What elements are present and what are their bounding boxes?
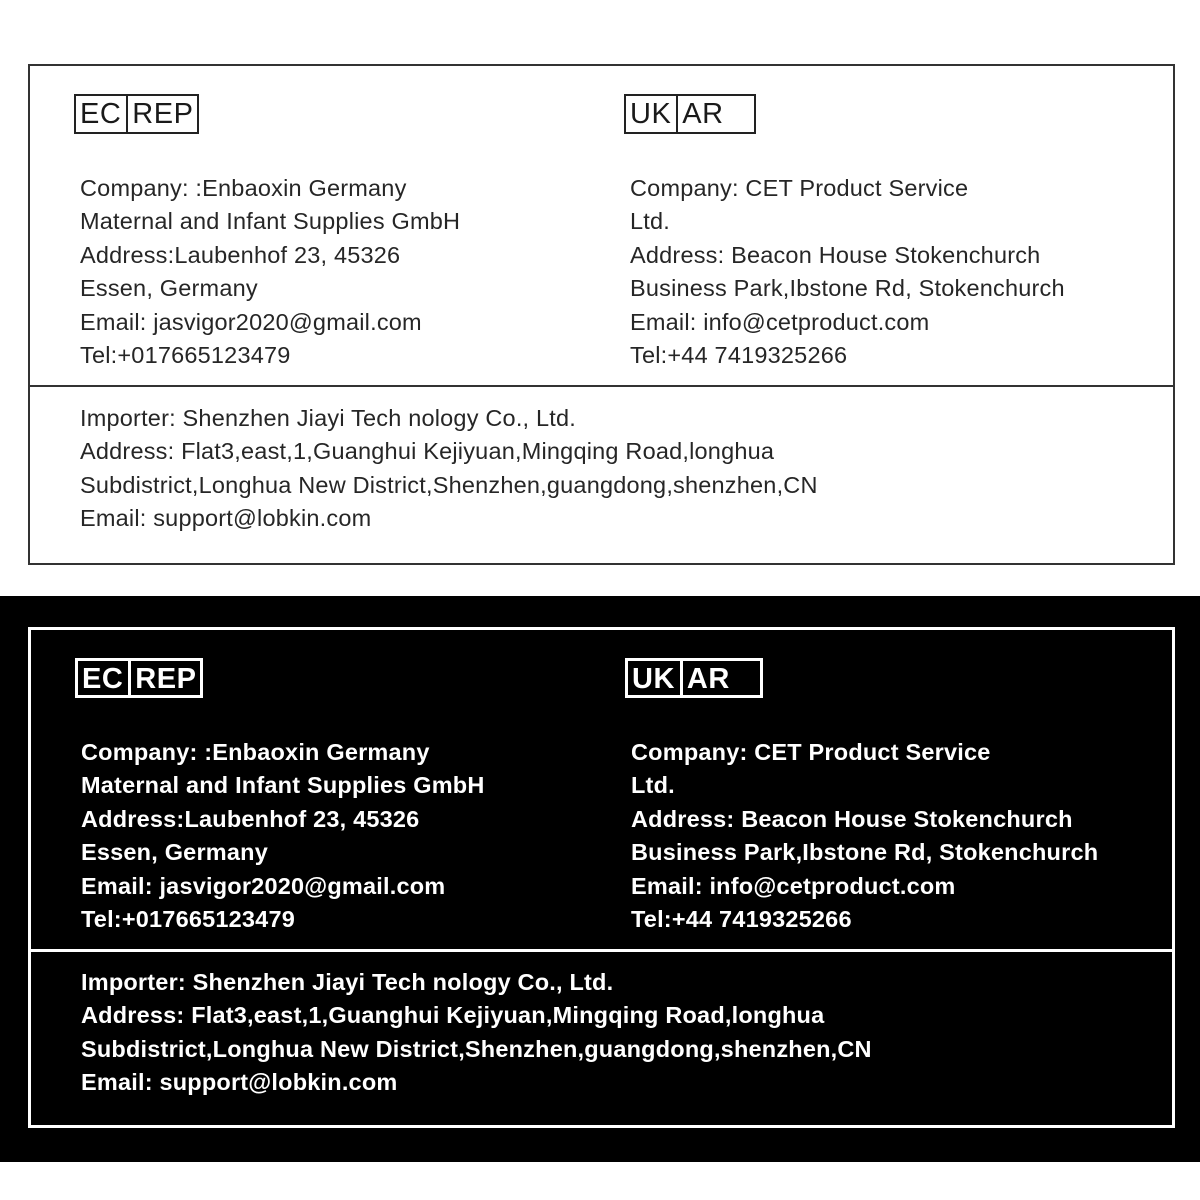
ec-rep-line: Address:Laubenhof 23, 45326 xyxy=(81,805,420,832)
ec-rep-details xyxy=(80,172,594,372)
uk-ar-line: Company: CET Product Service xyxy=(631,739,991,765)
ec-rep-line: Email: jasvigor2020@gmail.com xyxy=(81,872,446,899)
importer-line: Importer: Shenzhen Jiayi Tech nology Co., Ltd. xyxy=(80,405,577,431)
importer-line: Subdistrict,Longhua New District,Shenzhen,guangdong,shenzhen,CN xyxy=(80,471,818,498)
label-dark-version xyxy=(28,627,1175,1128)
ec-rep-line: Tel:+017665123479 xyxy=(80,341,291,368)
importer-line: Address: Flat3,east,1,Guanghui Kejiyuan,Mingqing Road,longhua xyxy=(81,1002,825,1029)
ec-rep-symbol-left: EC xyxy=(82,663,124,695)
ec-rep-details xyxy=(81,736,595,936)
uk-ar-symbol xyxy=(624,94,756,134)
ec-rep-line: Essen, Germany xyxy=(80,275,258,302)
ec-rep-symbol-right: REP xyxy=(126,96,197,132)
ec-rep-symbol xyxy=(74,94,199,134)
ec-rep-line: Tel:+017665123479 xyxy=(81,905,295,932)
uk-ar-line: Ltd. xyxy=(631,772,675,799)
uk-ar-line: Company: CET Product Service xyxy=(630,175,969,201)
uk-ar-line: Address: Beacon House Stokenchurch xyxy=(631,805,1073,832)
uk-ar-details xyxy=(631,736,1165,936)
importer-line: Subdistrict,Longhua New District,Shenzhen,guangdong,shenzhen,CN xyxy=(81,1035,872,1062)
uk-ar-line: Business Park,Ibstone Rd, Stokenchurch xyxy=(630,275,1065,302)
label-light-version xyxy=(28,64,1175,565)
uk-ar-section xyxy=(625,658,1165,936)
uk-ar-symbol xyxy=(625,658,763,698)
ec-rep-section xyxy=(74,94,594,372)
ec-rep-line: Company: :Enbaoxin Germany xyxy=(80,175,407,201)
uk-ar-details xyxy=(630,172,1164,372)
uk-ar-line: Business Park,Ibstone Rd, Stokenchurch xyxy=(631,839,1099,866)
uk-ar-symbol-right: AR xyxy=(676,96,753,132)
importer-section xyxy=(80,402,818,536)
section-divider xyxy=(31,949,1172,952)
ec-rep-symbol-left: EC xyxy=(80,98,122,130)
uk-ar-line: Tel:+44 7419325266 xyxy=(630,341,848,368)
ec-rep-line: Maternal and Infant Supplies GmbH xyxy=(80,208,461,235)
ec-rep-line: Address:Laubenhof 23, 45326 xyxy=(80,241,401,268)
uk-ar-line: Tel:+44 7419325266 xyxy=(631,905,852,932)
uk-ar-line: Email: info@cetproduct.com xyxy=(631,872,956,899)
ec-rep-symbol xyxy=(75,658,203,698)
ec-rep-line: Email: jasvigor2020@gmail.com xyxy=(80,308,422,335)
uk-ar-line: Address: Beacon House Stokenchurch xyxy=(630,241,1041,268)
importer-section xyxy=(81,966,872,1100)
importer-line: Email: support@lobkin.com xyxy=(80,505,372,532)
importer-line: Email: support@lobkin.com xyxy=(81,1069,398,1096)
ec-rep-section xyxy=(75,658,595,936)
ec-rep-line: Essen, Germany xyxy=(81,839,268,866)
ec-rep-line: Maternal and Infant Supplies GmbH xyxy=(81,772,485,799)
section-divider xyxy=(30,385,1173,387)
uk-ar-symbol-left: UK xyxy=(630,98,672,130)
ec-rep-symbol-right: REP xyxy=(128,661,200,695)
uk-ar-line: Email: info@cetproduct.com xyxy=(630,308,930,335)
uk-ar-line: Ltd. xyxy=(630,208,670,235)
ec-rep-line: Company: :Enbaoxin Germany xyxy=(81,739,430,765)
importer-line: Address: Flat3,east,1,Guanghui Kejiyuan,Mingqing Road,longhua xyxy=(80,438,775,465)
importer-line: Importer: Shenzhen Jiayi Tech nology Co., Ltd. xyxy=(81,969,614,995)
uk-ar-symbol-right: AR xyxy=(680,661,760,695)
uk-ar-section xyxy=(624,94,1164,372)
uk-ar-symbol-left: UK xyxy=(632,663,675,695)
